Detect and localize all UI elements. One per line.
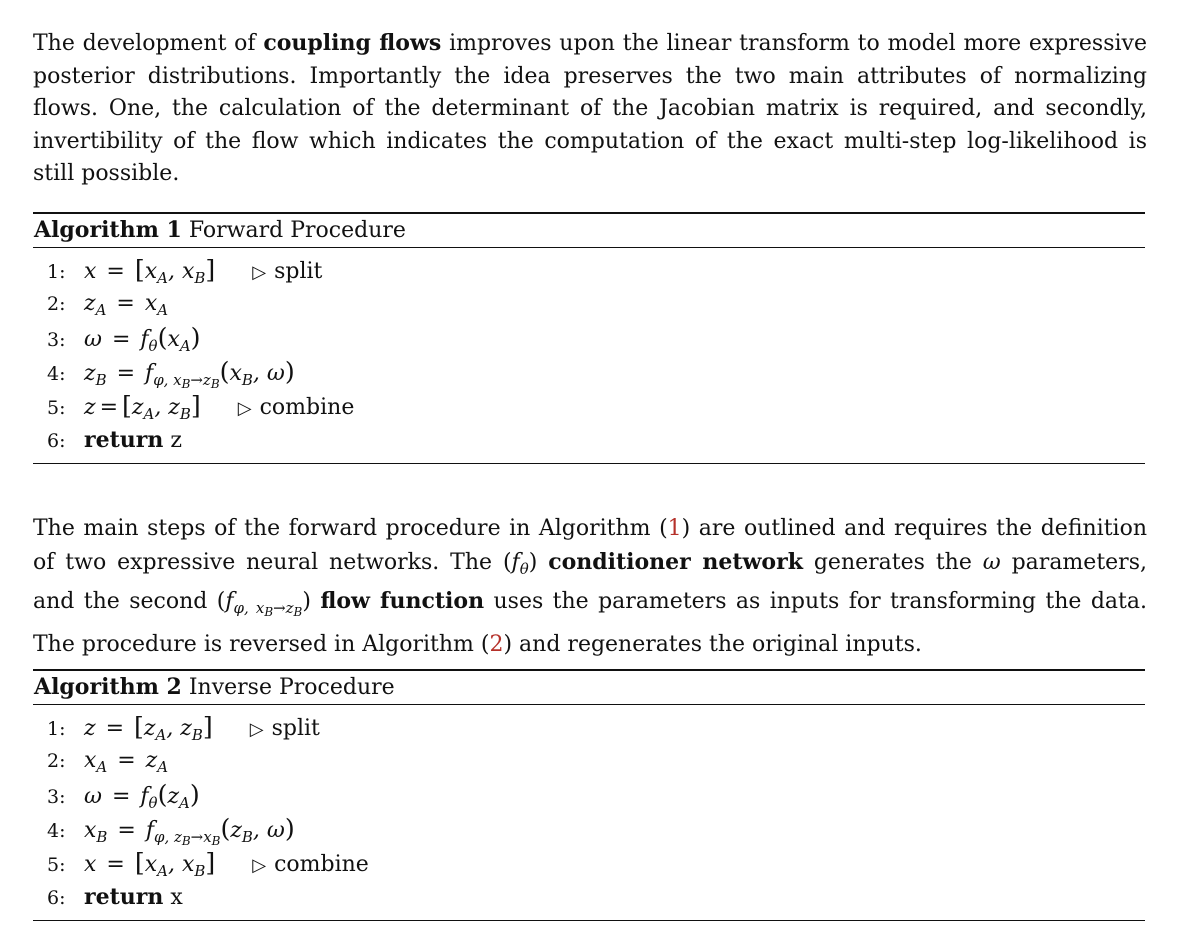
line-number: 3: (47, 329, 66, 351)
intro-paragraph (33, 27, 1147, 191)
comment-triangle-icon: ▷ (252, 262, 267, 283)
formula: $x = [x_A$, $x_B$] (84, 848, 216, 881)
line-number: 5: (47, 854, 66, 876)
formula: $z_B = f_{\varphi, xB\to zB}(x_B$, ω) (84, 357, 295, 392)
algorithm-2-box (33, 669, 1145, 921)
algorithm-reference-link[interactable]: 1 (667, 516, 682, 541)
algorithm-line (33, 355, 1145, 392)
line-number: 3: (47, 786, 66, 808)
algorithm-title: Inverse Procedure (188, 675, 395, 700)
algorithm-line (33, 321, 1145, 355)
algorithm-reference-link[interactable]: 2 (489, 631, 504, 657)
comment-triangle-icon: ▷ (237, 398, 252, 419)
line-comment: combine (274, 852, 369, 877)
text: parameters, and the second ( (33, 549, 1147, 615)
line-number: 1: (47, 718, 66, 740)
line-number: 6: (47, 887, 66, 909)
formula: $x = [x_A$, $x_B$] (84, 255, 216, 288)
text: ) are outlined and requires the definition of two expressive neural networks. The ( (33, 516, 1147, 575)
algorithm-1-header (33, 214, 1145, 247)
return-value: z (170, 428, 182, 453)
algorithm-line (33, 287, 1145, 321)
term-coupling-flows: coupling flows (263, 30, 442, 56)
formula: $z = [z_A$, $z_B$] (84, 712, 213, 745)
line-number: 5: (47, 397, 66, 419)
line-number: 2: (47, 293, 66, 315)
text: ) (528, 549, 549, 575)
text: The main steps of the forward procedure in Algorithm ( (33, 516, 668, 541)
formula-omega: ω (982, 549, 1001, 575)
term-conditioner-network: conditioner network (548, 548, 803, 575)
line-number: 6: (47, 430, 66, 452)
text: ) and regenerates the original inputs. (503, 631, 922, 657)
algorithm-title: Forward Procedure (188, 218, 406, 243)
comment-triangle-icon: ▷ (249, 719, 264, 740)
algorithm-label: Algorithm 2 (34, 674, 182, 700)
algorithm-line (33, 812, 1145, 849)
algorithm-1-lines (33, 248, 1145, 463)
keyword-return: return (84, 427, 164, 453)
formula-flow-function: $f_{\varphi, xB\to zB}$ (225, 589, 303, 620)
rule (33, 920, 1145, 921)
formula: $\omega = f_\theta(x_A)$ (84, 323, 201, 356)
algorithm-2-header (33, 671, 1145, 704)
algorithm-line (33, 423, 1145, 457)
explanation-paragraph (33, 513, 1147, 661)
line-comment: combine (259, 395, 355, 420)
line-comment: split (271, 716, 320, 741)
formula-f-theta: $f_\theta$ (511, 549, 529, 578)
formula: $x_A = z_A$ (84, 748, 169, 777)
text: improves upon the linear transform to model more expressive posterior distributions. Importantly the idea preserves the two main attributes of normalizing flows. One, the calculation of the determinant of the Jacobian matrix is required, and secondly, invertibility of the flow which indicates the computation of the exact multi-step log-likelihood is still possible. (33, 31, 1147, 186)
line-comment: split (274, 259, 323, 284)
line-number: 4: (47, 363, 66, 385)
comment-triangle-icon: ▷ (252, 855, 267, 876)
text: uses the parameters as inputs for transforming the data. The procedure is reversed in Algorithm ( (33, 589, 1147, 657)
algorithm-line (33, 389, 1145, 423)
text: generates the (802, 549, 983, 575)
algorithm-2-lines (33, 705, 1145, 920)
term-flow-function: flow function (320, 588, 485, 615)
line-number: 2: (47, 750, 66, 772)
formula: $z = [z_A$, $z_B$] (84, 391, 201, 424)
algorithm-1-box (33, 212, 1145, 464)
algorithm-line (33, 744, 1145, 778)
line-number: 1: (47, 261, 66, 283)
algorithm-label: Algorithm 1 (34, 217, 182, 243)
algorithm-line (33, 880, 1145, 914)
algorithm-line (33, 846, 1145, 880)
rule (33, 463, 1145, 464)
algorithm-line (33, 710, 1145, 744)
line-number: 4: (47, 820, 66, 842)
algorithm-line (33, 778, 1145, 812)
keyword-return: return (84, 884, 164, 910)
text: The development of (33, 31, 264, 56)
algorithm-line (33, 253, 1145, 287)
formula: $x_B = f_{\varphi, zB\to xB}(z_B$, ω) (84, 814, 295, 849)
formula: $\omega = f_\theta(z_A)$ (84, 780, 200, 813)
return-value: x (170, 885, 183, 910)
text: ) (302, 589, 321, 615)
formula: $z_A = x_A$ (84, 291, 169, 320)
